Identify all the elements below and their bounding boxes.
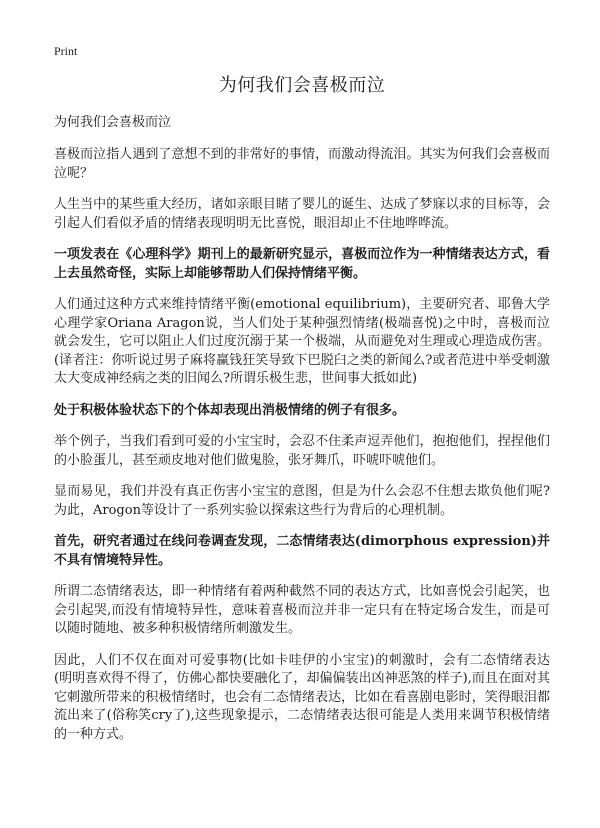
print-label[interactable]: Print xyxy=(54,44,78,58)
paragraph-negative-expression-highlight: 处于积极体验状态下的个体却表现出消极情绪的例子有很多。 xyxy=(54,402,406,418)
paragraph-conclusion: 因此，人们不仅在面对可爱事物(比如卡哇伊的小宝宝)的刺激时，会有二态情绪表达(明明喜欢得不得了，仿佛心都快要融化了，却偏偏装出凶神恶煞的样子),而且在面对其它刺激所带来的积极情绪时，也会有二态情绪表达，比如在看喜剧电影时，笑得眼泪都流出来了(俗称笑cry了),这些现象提示，二态情绪表达很可能是人类用来调节积极情绪的一种方式。 xyxy=(54,652,550,742)
article-subtitle: 为何我们会喜极而泣 xyxy=(54,115,172,130)
article-title: 为何我们会喜极而泣 xyxy=(218,75,386,96)
paragraph-dimorphous-highlight: 首先，研究者通过在线问卷调查发现，二态情绪表达(dimorphous expression)并不具有情境特异性。 xyxy=(54,534,550,568)
paragraph-baby-example: 举个例子，当我们看到可爱的小宝宝时，会忍不住柔声逗弄他们，抱抱他们，捏捏他们的小脸蛋儿，甚至顽皮地对他们做鬼脸，张牙舞爪，吓唬吓唬他们。 xyxy=(54,434,550,468)
paragraph-study-highlight: 一项发表在《心理科学》期刊上的最新研究显示，喜极而泣作为一种情绪表达方式，看上去虽然奇怪，实际上却能够帮助人们保持情绪平衡。 xyxy=(54,247,550,281)
paragraph-intro: 喜极而泣指人遇到了意想不到的非常好的事情，而激动得流泪。其实为何我们会喜极而泣呢？ xyxy=(54,147,550,181)
paragraph-experiment: 显而易见，我们并没有真正伤害小宝宝的意图，但是为什么会忍不住想去欺负他们呢?为此，Arogon等设计了一系列实验以探索这些行为背后的心理机制。 xyxy=(54,484,550,518)
paragraph-life-events: 人生当中的某些重大经历，诸如亲眼目睹了婴儿的诞生、达成了梦寐以求的目标等，会引起人们看似矛盾的情绪表现明明无比喜悦，眼泪却止不住地哗哗流。 xyxy=(54,197,550,231)
paragraph-emotional-equilibrium: 人们通过这种方式来维持情绪平衡(emotional equilibrium)，主要研究者、耶鲁大学心理学家Oriana Aragon说，当人们处于某种强烈情绪(极端喜悦)之中时，喜极而泣就会发生，它可以阻止人们过度沉溺于某一个极端，从而避免对生理或心理造成伤害。(译者注：你听说过男子麻将赢钱狂笑导致下巴脱臼之类的新闻么?或者范进中举受刺激太大变成神经病之类的旧闻么?所谓乐极生悲，世间事大抵如此) xyxy=(54,297,550,386)
paragraph-dimorphous-definition: 所谓二态情绪表达，即一种情绪有着两种截然不同的表达方式，比如喜悦会引起笑，也会引起哭,而没有情境特异性，意味着喜极而泣并非一定只有在特定场合发生，而是可以随时随地、被多种积极情绪所刺激发生。 xyxy=(54,584,550,636)
